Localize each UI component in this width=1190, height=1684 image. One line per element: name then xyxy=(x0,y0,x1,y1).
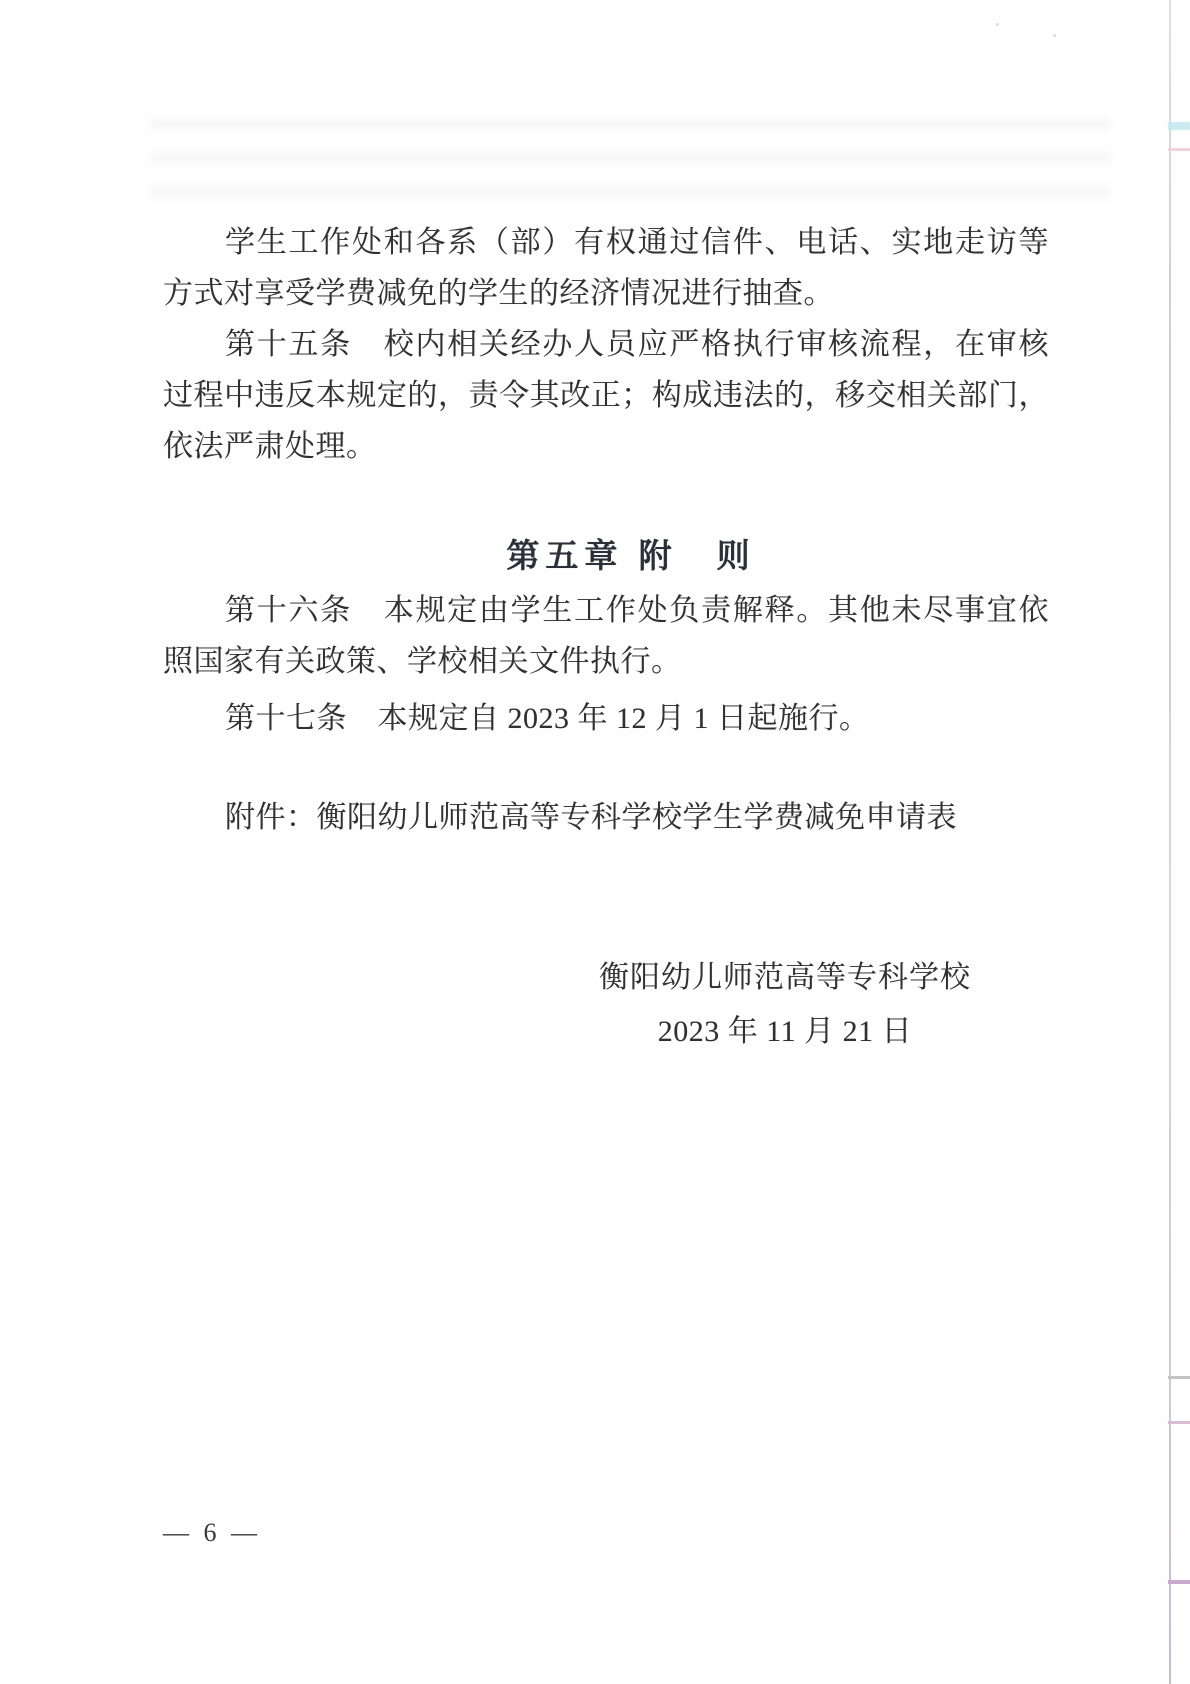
scan-bleedthrough-band xyxy=(150,118,1110,130)
paragraph-inspection-line-1: 学生工作处和各系（部）有权通过信件、电话、实地走访等 xyxy=(225,226,1049,259)
paragraph-inspection-line-2: 方式对享受学费减免的学生的经济情况进行抽查。 xyxy=(163,277,834,310)
article-16-line-1: 第十六条 本规定由学生工作处负责解释。其他未尽事宜依 xyxy=(225,594,1049,627)
attachment-line: 附件：衡阳幼儿师范高等专科学校学生学费减免申请表 xyxy=(225,801,957,834)
article-16-line-2: 照国家有关政策、学校相关文件执行。 xyxy=(163,645,682,678)
scan-artifact-gray xyxy=(1168,1376,1190,1379)
scan-edge-line xyxy=(1169,0,1171,1684)
chapter-5-heading: 第五章 附 则 xyxy=(506,537,756,574)
document-body xyxy=(163,217,1049,1057)
scan-artifact-pink xyxy=(1168,148,1190,151)
article-15-line-3: 依法严肃处理。 xyxy=(163,430,377,463)
page-number: — 6 — xyxy=(163,1518,258,1547)
issue-date: 2023 年 11 月 21 日 xyxy=(657,1015,913,1048)
issuer-signature: 衡阳幼儿师范高等专科学校 xyxy=(599,961,971,994)
scan-bleedthrough-band xyxy=(150,186,1110,198)
scan-artifact-purple xyxy=(1168,1580,1190,1584)
scan-speck xyxy=(1053,34,1056,37)
scan-artifact-cyan xyxy=(1168,122,1190,130)
article-15-line-2: 过程中违反本规定的，责令其改正；构成违法的，移交相关部门， xyxy=(163,379,1049,412)
article-15-line-1: 第十五条 校内相关经办人员应严格执行审核流程，在审核 xyxy=(225,328,1049,361)
scan-speck xyxy=(996,23,999,26)
signoff-block xyxy=(599,952,971,1057)
article-17-line: 第十七条 本规定自 2023 年 12 月 1 日起施行。 xyxy=(225,702,870,735)
scan-artifact-purple xyxy=(1168,1421,1190,1424)
scan-bleedthrough-band xyxy=(150,152,1110,164)
